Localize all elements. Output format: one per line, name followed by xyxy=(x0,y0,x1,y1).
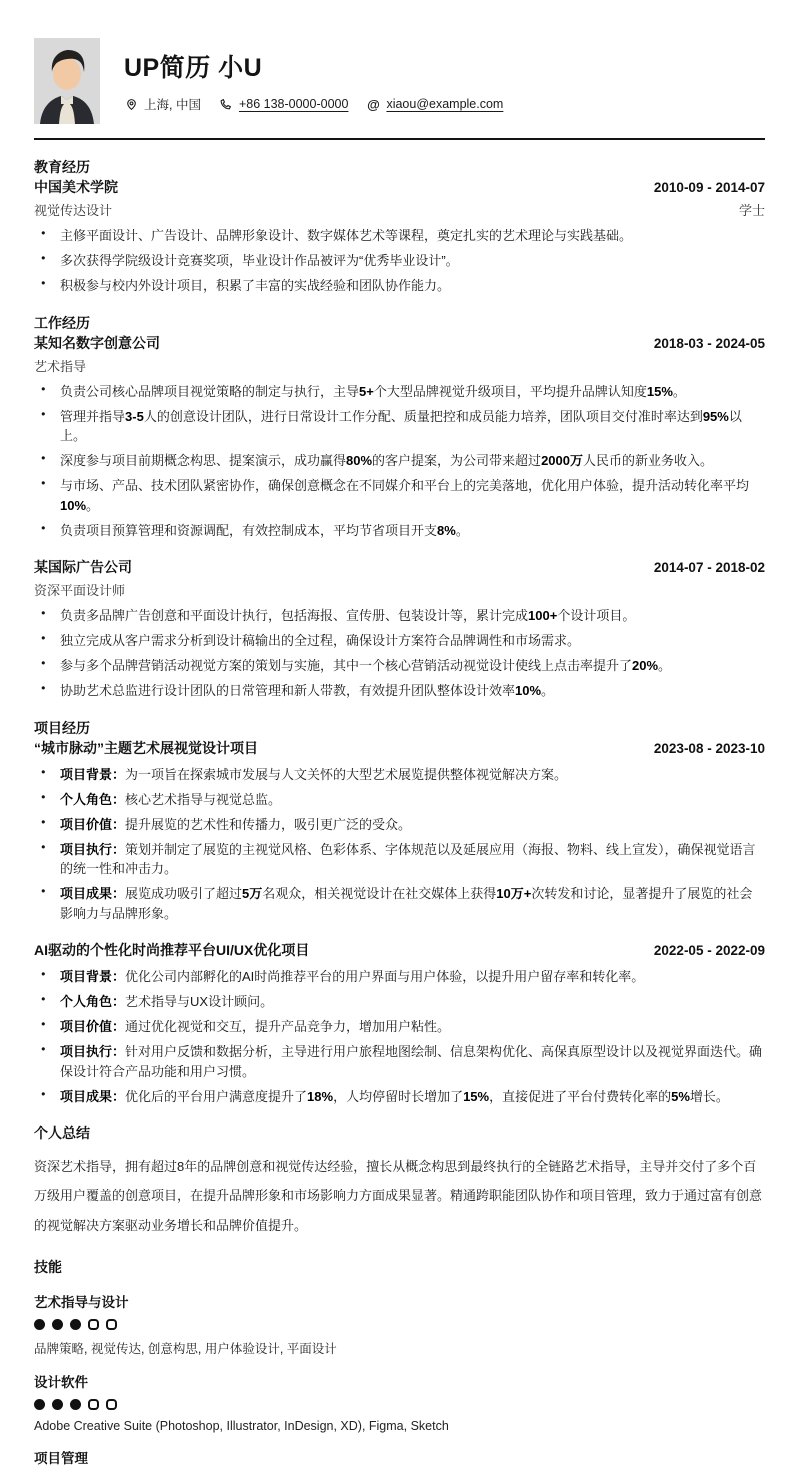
bullet: ● 与市场、产品、技术团队紧密协作，确保创意概念在不同媒介和平台上的完美落地，优化用户体验，提升活动转化率平均10%。 xyxy=(34,476,765,515)
education-dates: 2010-09 - 2014-07 xyxy=(653,180,765,195)
section-title-work: 工作经历 xyxy=(34,314,90,331)
school-name: 中国美术学院 xyxy=(34,179,118,195)
work-entry-1 xyxy=(34,333,765,541)
dot-filled xyxy=(70,1319,81,1330)
skill-group-project-management xyxy=(34,1447,765,1467)
header-info xyxy=(124,38,503,113)
bullet: ● 负责项目预算管理和资源调配，有效控制成本，平均节省项目开支8%。 xyxy=(34,521,765,541)
email-item xyxy=(366,97,503,111)
dot-filled xyxy=(34,1319,45,1330)
email-link[interactable]: xiaou@example.com xyxy=(386,97,504,111)
skill-group-design-software xyxy=(34,1371,765,1433)
education-bullets xyxy=(34,226,765,296)
skill-name: 项目管理 xyxy=(34,1450,88,1466)
dot-filled xyxy=(70,1399,81,1410)
dot-empty xyxy=(106,1319,117,1330)
dot-empty xyxy=(88,1319,99,1330)
education-entry xyxy=(34,177,765,296)
dot-filled xyxy=(52,1399,63,1410)
work-entry-2 xyxy=(34,557,765,701)
bullet: ● 项目价值：提升展览的艺术性和传播力，吸引更广泛的受众。 xyxy=(34,815,765,835)
bullet: ● 负责多品牌广告创意和平面设计执行，包括海报、宣传册、包装设计等，累计完成100+个设计项目。 xyxy=(34,606,765,626)
project-dates: 2022-05 - 2022-09 xyxy=(653,943,765,958)
bullet: ● 参与多个品牌营销活动视觉方案的策划与实施，其中一个核心营销活动视觉设计使线上点击率提升了20%。 xyxy=(34,656,765,676)
location-item xyxy=(124,95,201,113)
section-title-summary: 个人总结 xyxy=(34,1125,90,1141)
skill-name: 艺术指导与设计 xyxy=(34,1294,129,1310)
work-dates: 2014-07 - 2018-02 xyxy=(653,560,765,575)
project-dates: 2023-08 - 2023-10 xyxy=(653,740,765,756)
job-title: 资深平面设计师 xyxy=(34,583,126,598)
contact-row xyxy=(124,95,503,113)
dot-filled xyxy=(34,1399,45,1410)
degree: 学士 xyxy=(738,203,765,218)
bullet: ● 独立完成从客户需求分析到设计稿输出的全过程，确保设计方案符合品牌调性和市场需求。 xyxy=(34,631,765,651)
bullet: ● 管理并指导3-5人的创意设计团队，进行日常设计工作分配、质量把控和成员能力培养，团队项目交付准时率达到95%以上。 xyxy=(34,407,765,446)
dot-filled xyxy=(52,1319,63,1330)
skill-level-dots xyxy=(34,1399,765,1410)
dot-empty xyxy=(106,1399,117,1410)
phone-icon xyxy=(219,97,233,111)
section-title-skills: 技能 xyxy=(34,1258,62,1275)
company-name: 某知名数字创意公司 xyxy=(34,334,160,351)
skill-detail: Adobe Creative Suite (Photoshop, Illustrator, InDesign, XD), Figma, Sketch xyxy=(34,1418,449,1433)
bullet: ● 协助艺术总监进行设计团队的日常管理和新人带教，有效提升团队整体设计效率10%。 xyxy=(34,681,765,701)
skill-name: 设计软件 xyxy=(34,1374,88,1390)
bullet: ● 项目成果：展览成功吸引了超过5万名观众，相关视觉设计在社交媒体上获得10万+次转发和讨论，显著提升了展览的社会影响力与品牌形象。 xyxy=(34,884,765,923)
company-name: 某国际广告公司 xyxy=(34,559,132,575)
bullet: ● 积极参与校内外设计项目，积累了丰富的实战经验和团队协作能力。 xyxy=(34,276,765,296)
email-at-icon: @ xyxy=(367,96,380,112)
section-title-projects: 项目经历 xyxy=(34,719,90,736)
bullet: ● 主修平面设计、广告设计、品牌形象设计、数字媒体艺术等课程，奠定扎实的艺术理论与实践基础。 xyxy=(34,226,765,246)
skill-level-dots xyxy=(34,1319,765,1330)
major: 视觉传达设计 xyxy=(34,203,113,218)
bullet: ● 个人角色：核心艺术指导与视觉总监。 xyxy=(34,790,765,810)
bullet: ● 项目价值：通过优化视觉和交互，提升产品竞争力，增加用户粘性。 xyxy=(34,1017,765,1037)
phone-link[interactable]: +86 138-0000-0000 xyxy=(238,97,349,111)
bullet: ● 项目执行：针对用户反馈和数据分析，主导进行用户旅程地图绘制、信息架构优化、高保真原型设计以及视觉界面迭代。确保设计符合产品功能和用户习惯。 xyxy=(34,1042,765,1081)
section-title-education: 教育经历 xyxy=(34,159,90,175)
profile-photo xyxy=(34,38,100,124)
candidate-name: UP简历 小U xyxy=(124,54,263,82)
skill-group-art-direction xyxy=(34,1291,765,1357)
bullet: ● 项目背景：为一项旨在探索城市发展与人文关怀的大型艺术展览提供整体视觉解决方案。 xyxy=(34,765,765,785)
project-name: AI驱动的个性化时尚推荐平台UI/UX优化项目 xyxy=(34,942,310,958)
bullet: ● 项目成果：优化后的平台用户满意度提升了18%，人均停留时长增加了15%，直接促进了平台付费转化率的5%增长。 xyxy=(34,1087,765,1107)
work-dates: 2018-03 - 2024-05 xyxy=(653,335,765,351)
project-entry-1 xyxy=(34,738,765,924)
work-bullets xyxy=(34,382,765,541)
work-bullets xyxy=(34,606,765,701)
bullet: ● 多次获得学院级设计竞赛奖项，毕业设计作品被评为“优秀毕业设计”。 xyxy=(34,251,765,271)
skill-detail: 品牌策略, 视觉传达, 创意构思, 用户体验设计, 平面设计 xyxy=(34,1341,337,1356)
job-title: 艺术指导 xyxy=(34,358,87,374)
bullet: ● 项目背景：优化公司内部孵化的AI时尚推荐平台的用户界面与用户体验，以提升用户留存率和转化率。 xyxy=(34,967,765,987)
dot-empty xyxy=(88,1399,99,1410)
phone-item xyxy=(219,97,348,111)
summary-text: 资深艺术指导，拥有超过8年的品牌创意和视觉传达经验，擅长从概念构思到最终执行的全链路艺术指导，主导并交付了多个百万级用户覆盖的创意项目，在提升品牌形象和市场影响力方面成果显著。精通跨职能团队协作和项目管理，致力于通过富有创意的视觉解决方案驱动业务增长和品牌价值提升。 xyxy=(34,1159,763,1233)
bullet: ● 个人角色：艺术指导与UX设计顾问。 xyxy=(34,992,765,1012)
project-bullets xyxy=(34,765,765,924)
bullet: ● 负责公司核心品牌项目视觉策略的制定与执行，主导5+个大型品牌视觉升级项目，平均提升品牌认知度15%。 xyxy=(34,382,765,402)
resume-header xyxy=(34,38,765,124)
avatar xyxy=(34,38,100,124)
project-entry-2 xyxy=(34,940,765,1106)
bullet: ● 深度参与项目前期概念构思、提案演示，成功赢得80%的客户提案，为公司带来超过2000万人民币的新业务收入。 xyxy=(34,451,765,471)
project-name: “城市脉动”主题艺术展视觉设计项目 xyxy=(34,739,258,756)
location-text: 上海, 中国 xyxy=(144,98,201,112)
project-bullets xyxy=(34,967,765,1106)
location-pin-icon xyxy=(124,97,138,111)
bullet: ● 项目执行：策划并制定了展览的主视觉风格、色彩体系、字体规范以及延展应用（海报、物料、线上宣发），确保视觉语言的统一性和冲击力。 xyxy=(34,840,765,879)
header-divider xyxy=(34,138,765,140)
